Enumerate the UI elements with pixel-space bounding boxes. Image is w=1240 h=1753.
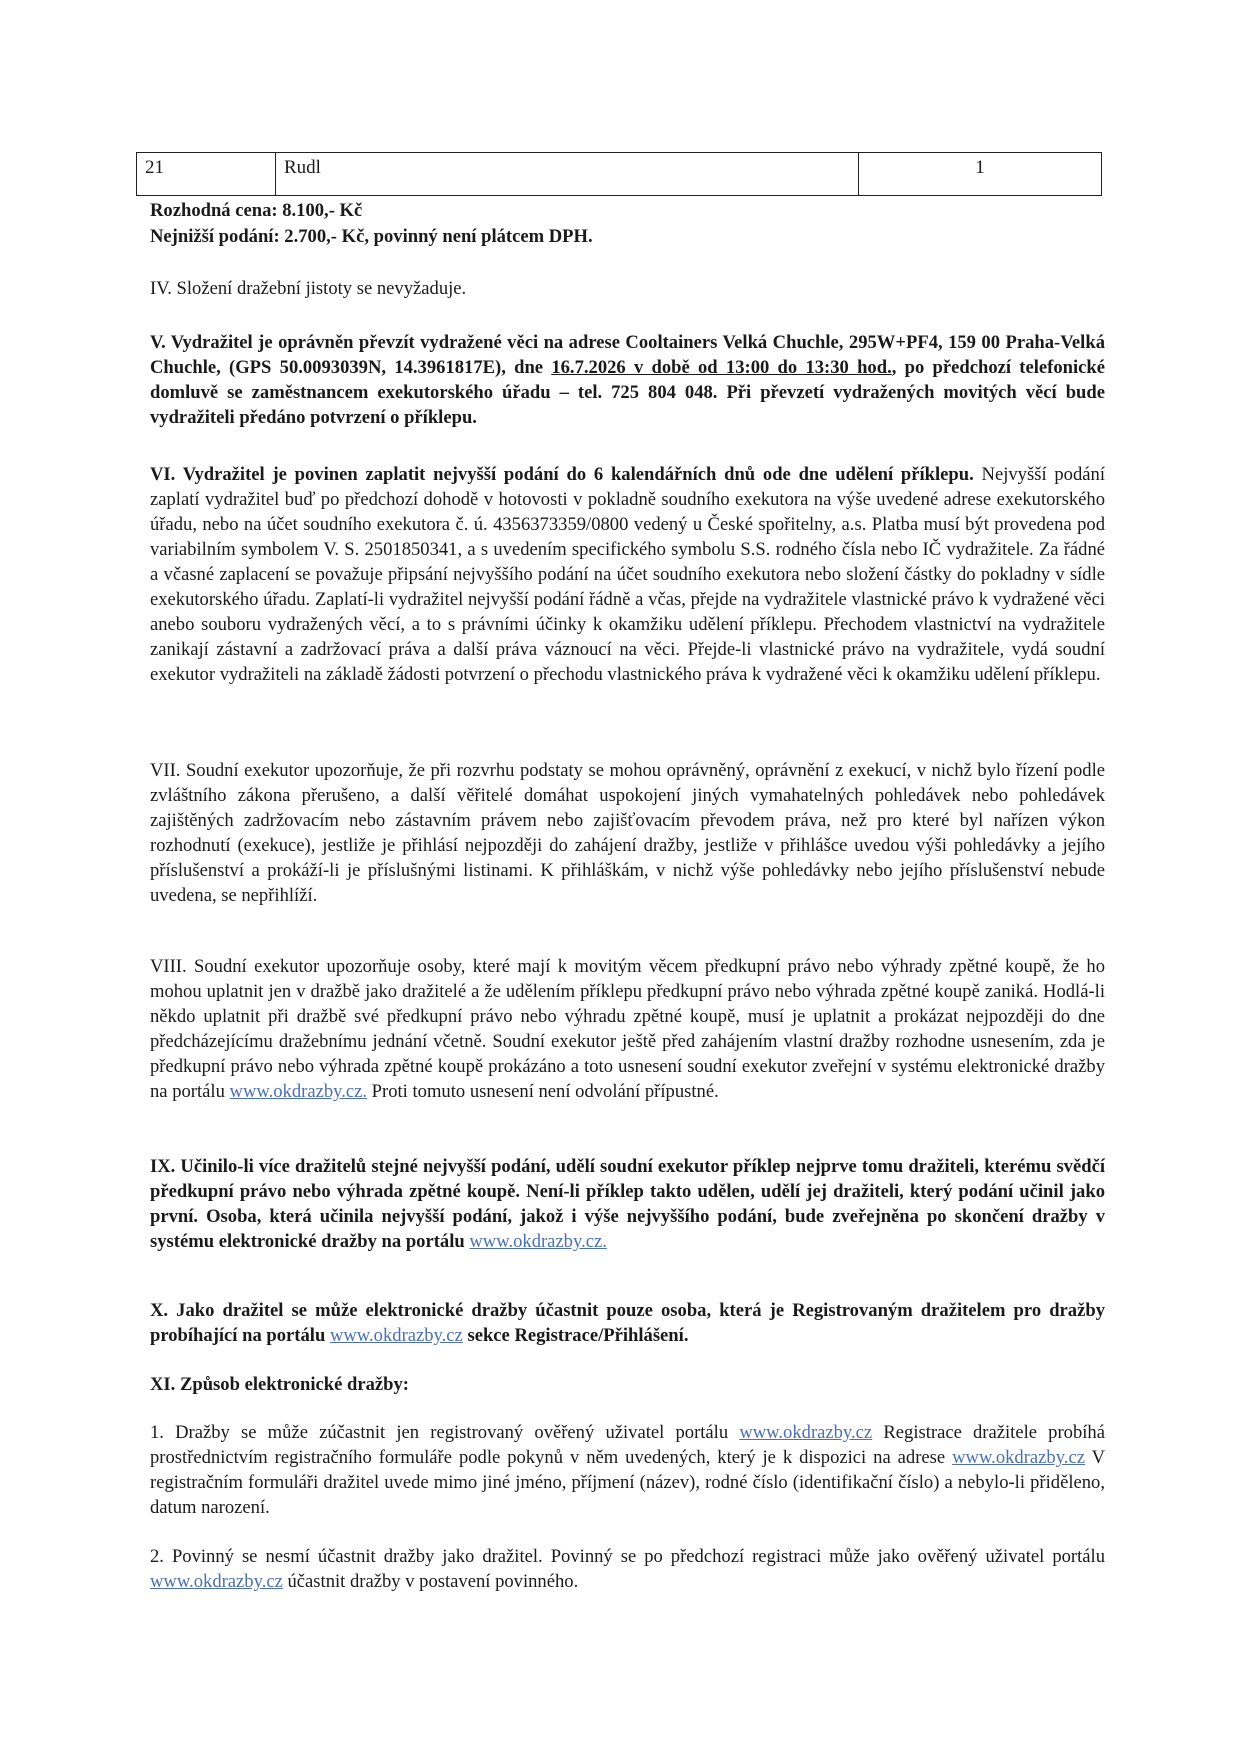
section-iv xyxy=(150,276,1105,301)
okdrazby-link[interactable]: www.okdrazby.cz. xyxy=(469,1231,607,1252)
item-table xyxy=(136,152,1102,196)
okdrazby-link[interactable]: www.okdrazby.cz xyxy=(329,1325,463,1346)
section-v xyxy=(150,330,1105,430)
prices-block xyxy=(150,198,1105,250)
section-viii-part-b: Proti tomuto usnesení není odvolání přípustné. xyxy=(367,1081,719,1102)
pickup-date: 16.7.2026 v době od 13:00 do 13:30 hod. xyxy=(551,357,892,378)
section-vi-text xyxy=(150,462,1105,687)
section-xi-p2-text xyxy=(150,1544,1105,1594)
section-vi-bold: VI. Vydražitel je povinen zaplatit nejvyšší podání do 6 kalendářních dnů ode dne udělení příklepu. xyxy=(150,464,974,485)
section-v-text xyxy=(150,330,1105,430)
item-count-cell: 1 xyxy=(859,153,1102,196)
reserve-price: Rozhodná cena: 8.100,- Kč xyxy=(150,200,363,221)
p2-part-b: účastnit dražby v postavení povinného. xyxy=(282,1571,579,1592)
section-ix xyxy=(150,1154,1105,1254)
item-number-cell: 21 xyxy=(137,153,276,196)
section-v-part-a: V. Vydražitel je oprávněn převzít vydražené věci na adrese Cooltainers Velká Chuchle, 295W+PF4, 159 00 Praha-Velká Chuchle, (GPS 50.0093039N, 14.3961817E), dne xyxy=(150,332,1105,378)
section-xi-heading xyxy=(150,1372,1105,1397)
section-xi-title: XI. Způsob elektronické dražby: xyxy=(150,1374,409,1395)
section-iv-text: IV. Složení dražební jistoty se nevyžaduje. xyxy=(150,278,467,299)
section-vii-text: VII. Soudní exekutor upozorňuje, že při rozvrhu podstaty se mohou oprávněný, oprávnění z exekucí, v nichž bylo řízení podle zvláštního zákona přerušeno, a další věřitelé domáhat uspokojení jiných vymahatelných pohledávek nebo pohledávek zajištěných zadržovacím nebo zástavním právem nebo zajišťovacím převodem práva, než pro které byl nařízen výkon rozhodnutí (exekuce), jestliže je přihlásí nejpozději do zahájení dražby, jestliže v přihlášce uvedou výši pohledávky a jejího příslušenství a prokáží-li je příslušnými listinami. K přihláškám, v nichž výše pohledávky nebo jejího příslušenství nebude uvedena, se nepřihlíží. xyxy=(150,760,1105,906)
okdrazby-link[interactable]: www.okdrazby.cz xyxy=(952,1447,1085,1468)
p1-part-a: 1. Dražby se může zúčastnit jen registrovaný ověřený uživatel portálu xyxy=(150,1422,740,1443)
section-x-part-a: X. Jako dražitel se může elektronické dražby účastnit pouze osoba, která je Registrovaným dražitelem pro dražby probíhající na portálu xyxy=(150,1300,1105,1346)
section-x-text xyxy=(150,1298,1105,1348)
item-name-cell: Rudl xyxy=(276,153,859,196)
p1-part-b: Registrace dražitele probíhá prostřednictvím registračního formuláře podle pokynů v něm uvedených, který je k dispozici na adrese xyxy=(150,1422,1105,1468)
p2-part-a: 2. Povinný se nesmí účastnit dražby jako dražitel. Povinný se po předchozí registraci může jako ověřený uživatel portálu xyxy=(150,1546,1105,1567)
section-viii-text xyxy=(150,954,1105,1104)
section-viii xyxy=(150,954,1105,1104)
section-xi-paragraph-2 xyxy=(150,1544,1105,1594)
okdrazby-link[interactable]: www.okdrazby.cz xyxy=(739,1422,873,1443)
section-xi-paragraph-1 xyxy=(150,1420,1105,1520)
section-viii-part-a: VIII. Soudní exekutor upozorňuje osoby, které mají k movitým věcem předkupní právo nebo výhrady zpětné koupě, že ho mohou uplatnit jen v dražbě jako dražitelé a že udělením příklepu předkupní právo nebo výhrada zpětné koupě zaniká. Hodlá-li někdo uplatnit při dražbě své předkupní právo nebo výhradu zpětné koupě, musí je uplatnit a prokázat nejpozději do dne předcházejícímu dražebnímu jednání včetně. Soudní exekutor ještě před zahájením vlastní dražby rozhodne usnesením, zda je předkupní právo nebo výhrada zpětné koupě prokázáno a toto usnesení soudní exekutor zveřejní v systému elektronické dražby na portálu xyxy=(150,956,1105,1102)
section-xi-p1-text xyxy=(150,1420,1105,1520)
section-x-part-b: sekce Registrace/Přihlášení. xyxy=(462,1325,689,1346)
okdrazby-link[interactable]: www.okdrazby.cz xyxy=(150,1571,283,1592)
section-v-part-b: , po předchozí telefonické domluvě se zaměstnancem exekutorského úřadu – tel. 725 804 048. Při převzetí vydražených movitých věcí bude vydražiteli předáno potvrzení o příklepu. xyxy=(150,357,1106,428)
section-vi xyxy=(150,462,1105,687)
lowest-bid: Nejnižší podání: 2.700,- Kč, povinný není plátcem DPH. xyxy=(150,226,593,247)
section-vi-body: Nejvyšší podání zaplatí vydražitel buď po předchozí dohodě v hotovosti v pokladně soudního exekutora na výše uvedené adrese exekutorského úřadu, nebo na účet soudního exekutora č. ú. 4356373359/0800 vedený u České spořitelny, a.s. Platba musí být provedena pod variabilním symbolem V. S. 2501850341, a s uvedením specifického symbolu S.S. rodného čísla nebo IČ vydražitele. Za řádné a včasné zaplacení se považuje připsání nejvyššího podání na účet soudního exekutora nebo složení částky do pokladny v sídle exekutorského úřadu. Zaplatí-li vydražitel nejvyšší podání řádně a včas, přejde na vydražitele vlastnické právo k vydražené věci anebo souboru vydražených věcí, a to s právními účinky k okamžiku udělení příklepu. Přechodem vlastnictví na vydražitele zanikají zástavní a zadržovací práva a další práva váznoucí na věci. Přejde-li vlastnické právo na vydražitele, vydá soudní exekutor vydražiteli na základě žádosti potvrzení o přechodu vlastnického práva k vydražené věci k okamžiku udělení příklepu. xyxy=(150,464,1105,685)
section-ix-text xyxy=(150,1154,1105,1254)
section-x xyxy=(150,1298,1105,1348)
section-vii xyxy=(150,758,1105,908)
section-ix-part-a: IX. Učinilo-li více dražitelů stejné nejvyšší podání, udělí soudní exekutor příklep nejprve tomu dražiteli, kterému svědčí předkupní právo nebo výhrada zpětné koupě. Není-li příklep takto udělen, udělí jej dražiteli, který podání učinil jako první. Osoba, která učinila nejvyšší podání, jakož i výše nejvyššího podání, bude zveřejněna po skončení dražby v systému elektronické dražby na portálu xyxy=(150,1156,1105,1252)
okdrazby-link[interactable]: www.okdrazby.cz. xyxy=(229,1081,368,1102)
table-row xyxy=(137,153,1102,196)
p1-part-c: V registračním formuláři dražitel uvede mimo jiné jméno, příjmení (název), rodné číslo (identifikační číslo) a nebylo-li přiděleno, datum narození. xyxy=(150,1447,1105,1518)
